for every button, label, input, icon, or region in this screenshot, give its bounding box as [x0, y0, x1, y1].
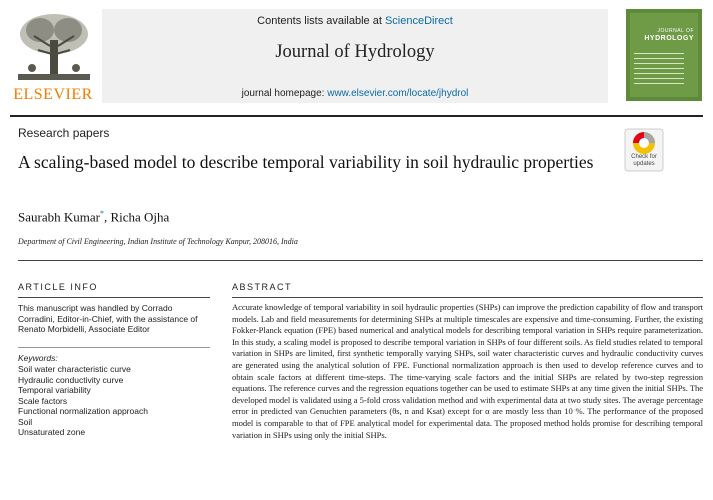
author-separator: , [103, 209, 111, 225]
author-name[interactable]: Richa Ojha [110, 209, 170, 225]
keyword-item: Scale factors [18, 395, 68, 406]
cover-title-small: JOURNAL OF [657, 28, 694, 34]
journal-cover[interactable] [626, 9, 702, 101]
abstract-rule [232, 297, 703, 298]
header-divider [10, 115, 703, 117]
contents-line [102, 15, 608, 27]
elsevier-tree-icon [14, 10, 94, 84]
cover-title-big: HYDROLOGY [644, 35, 694, 42]
publisher-name: ELSEVIER [13, 86, 93, 103]
homepage-line [102, 88, 608, 99]
cover-title [630, 29, 694, 42]
cover-text-lines [634, 53, 684, 88]
homepage-link[interactable]: www.elsevier.com/locate/jhydrol [327, 88, 469, 99]
author-list [18, 209, 169, 225]
keyword-item: Unsaturated zone [18, 427, 86, 437]
author-name[interactable]: Saurabh Kumar [18, 209, 100, 225]
keyword-item: Soil water characteristic curve [18, 364, 131, 374]
section-divider [18, 260, 703, 261]
keywords-list [18, 364, 148, 438]
sciencedirect-link[interactable]: ScienceDirect [384, 15, 453, 27]
keywords-rule [18, 347, 210, 348]
abstract-heading: ABSTRACT [232, 282, 293, 292]
handling-editor-note: This manuscript was handled by Corrado Corradini, Editor-in-Chief, with the assistance of Renato Morbidelli, Associate Editor [18, 303, 198, 334]
journal-title[interactable]: Journal of Hydrology [275, 42, 435, 62]
article-section: Research papers [18, 126, 110, 140]
check-for-updates-label[interactable]: Check for updates [631, 154, 657, 167]
affiliation: Department of Civil Engineering, Indian Institute of Technology Kanpur, 208016, India [18, 237, 298, 246]
abstract-text: Accurate knowledge of temporal variability in soil hydraulic properties (SHPs) can improve the prediction capability of flow and transport models. Lab and field measurements for determining SHPs at multiple timescales are expensive and time-consuming. Further, the existing Fokker-Planck equation (FPE) based numerical and analytical models for describing temporal variation in SHPs require parameterization. In this study, a scaling model is proposed to describe temporal variation in SHPs of four different soils. As field studies related to temporal variation in SHPs are limited, first synthetic temporally varying SHPs, soil water characteristic curves and hydraulic conductivity curves are generated using the analytical solution of FPE. Functional normalization approach is then used to develop reference curves and to obtain scale factors at different time-steps. The time-varying scale factors and the initial SHPs are related by two-step regression equations. The reference curves and the regression equations together can be used to estimate SHPs at any time given the initial SHPs. The developed model is validated using a 5-fold cross validation method and with experimental data at two study sites. The average percentage error in predicted van Genuchten parameters (θs, n and Ksat) except for α are mostly less than 10 %. The performance of the proposed model is comparable to that of FPE analytical model for experimental data. The proposed method holds promise for describing temporal variation in SHPs using only the initial SHPs. [232, 302, 703, 440]
article-info-rule [18, 297, 210, 298]
keyword-item: Hydraulic conductivity curve [18, 374, 124, 385]
corresponding-author-mark[interactable]: * [99, 209, 104, 218]
keyword-item: Temporal variability [18, 385, 91, 395]
keywords-heading: Keywords: [18, 353, 58, 363]
keyword-item: Functional normalization approach [18, 406, 148, 416]
article-info-heading: ARTICLE INFO [18, 282, 98, 292]
homepage-prefix: journal homepage: [241, 88, 328, 99]
keyword-item: Soil [18, 416, 33, 427]
contents-prefix: Contents lists available at [257, 15, 385, 27]
article-title: A scaling-based model to describe temporal variability in soil hydraulic properties [18, 152, 594, 172]
